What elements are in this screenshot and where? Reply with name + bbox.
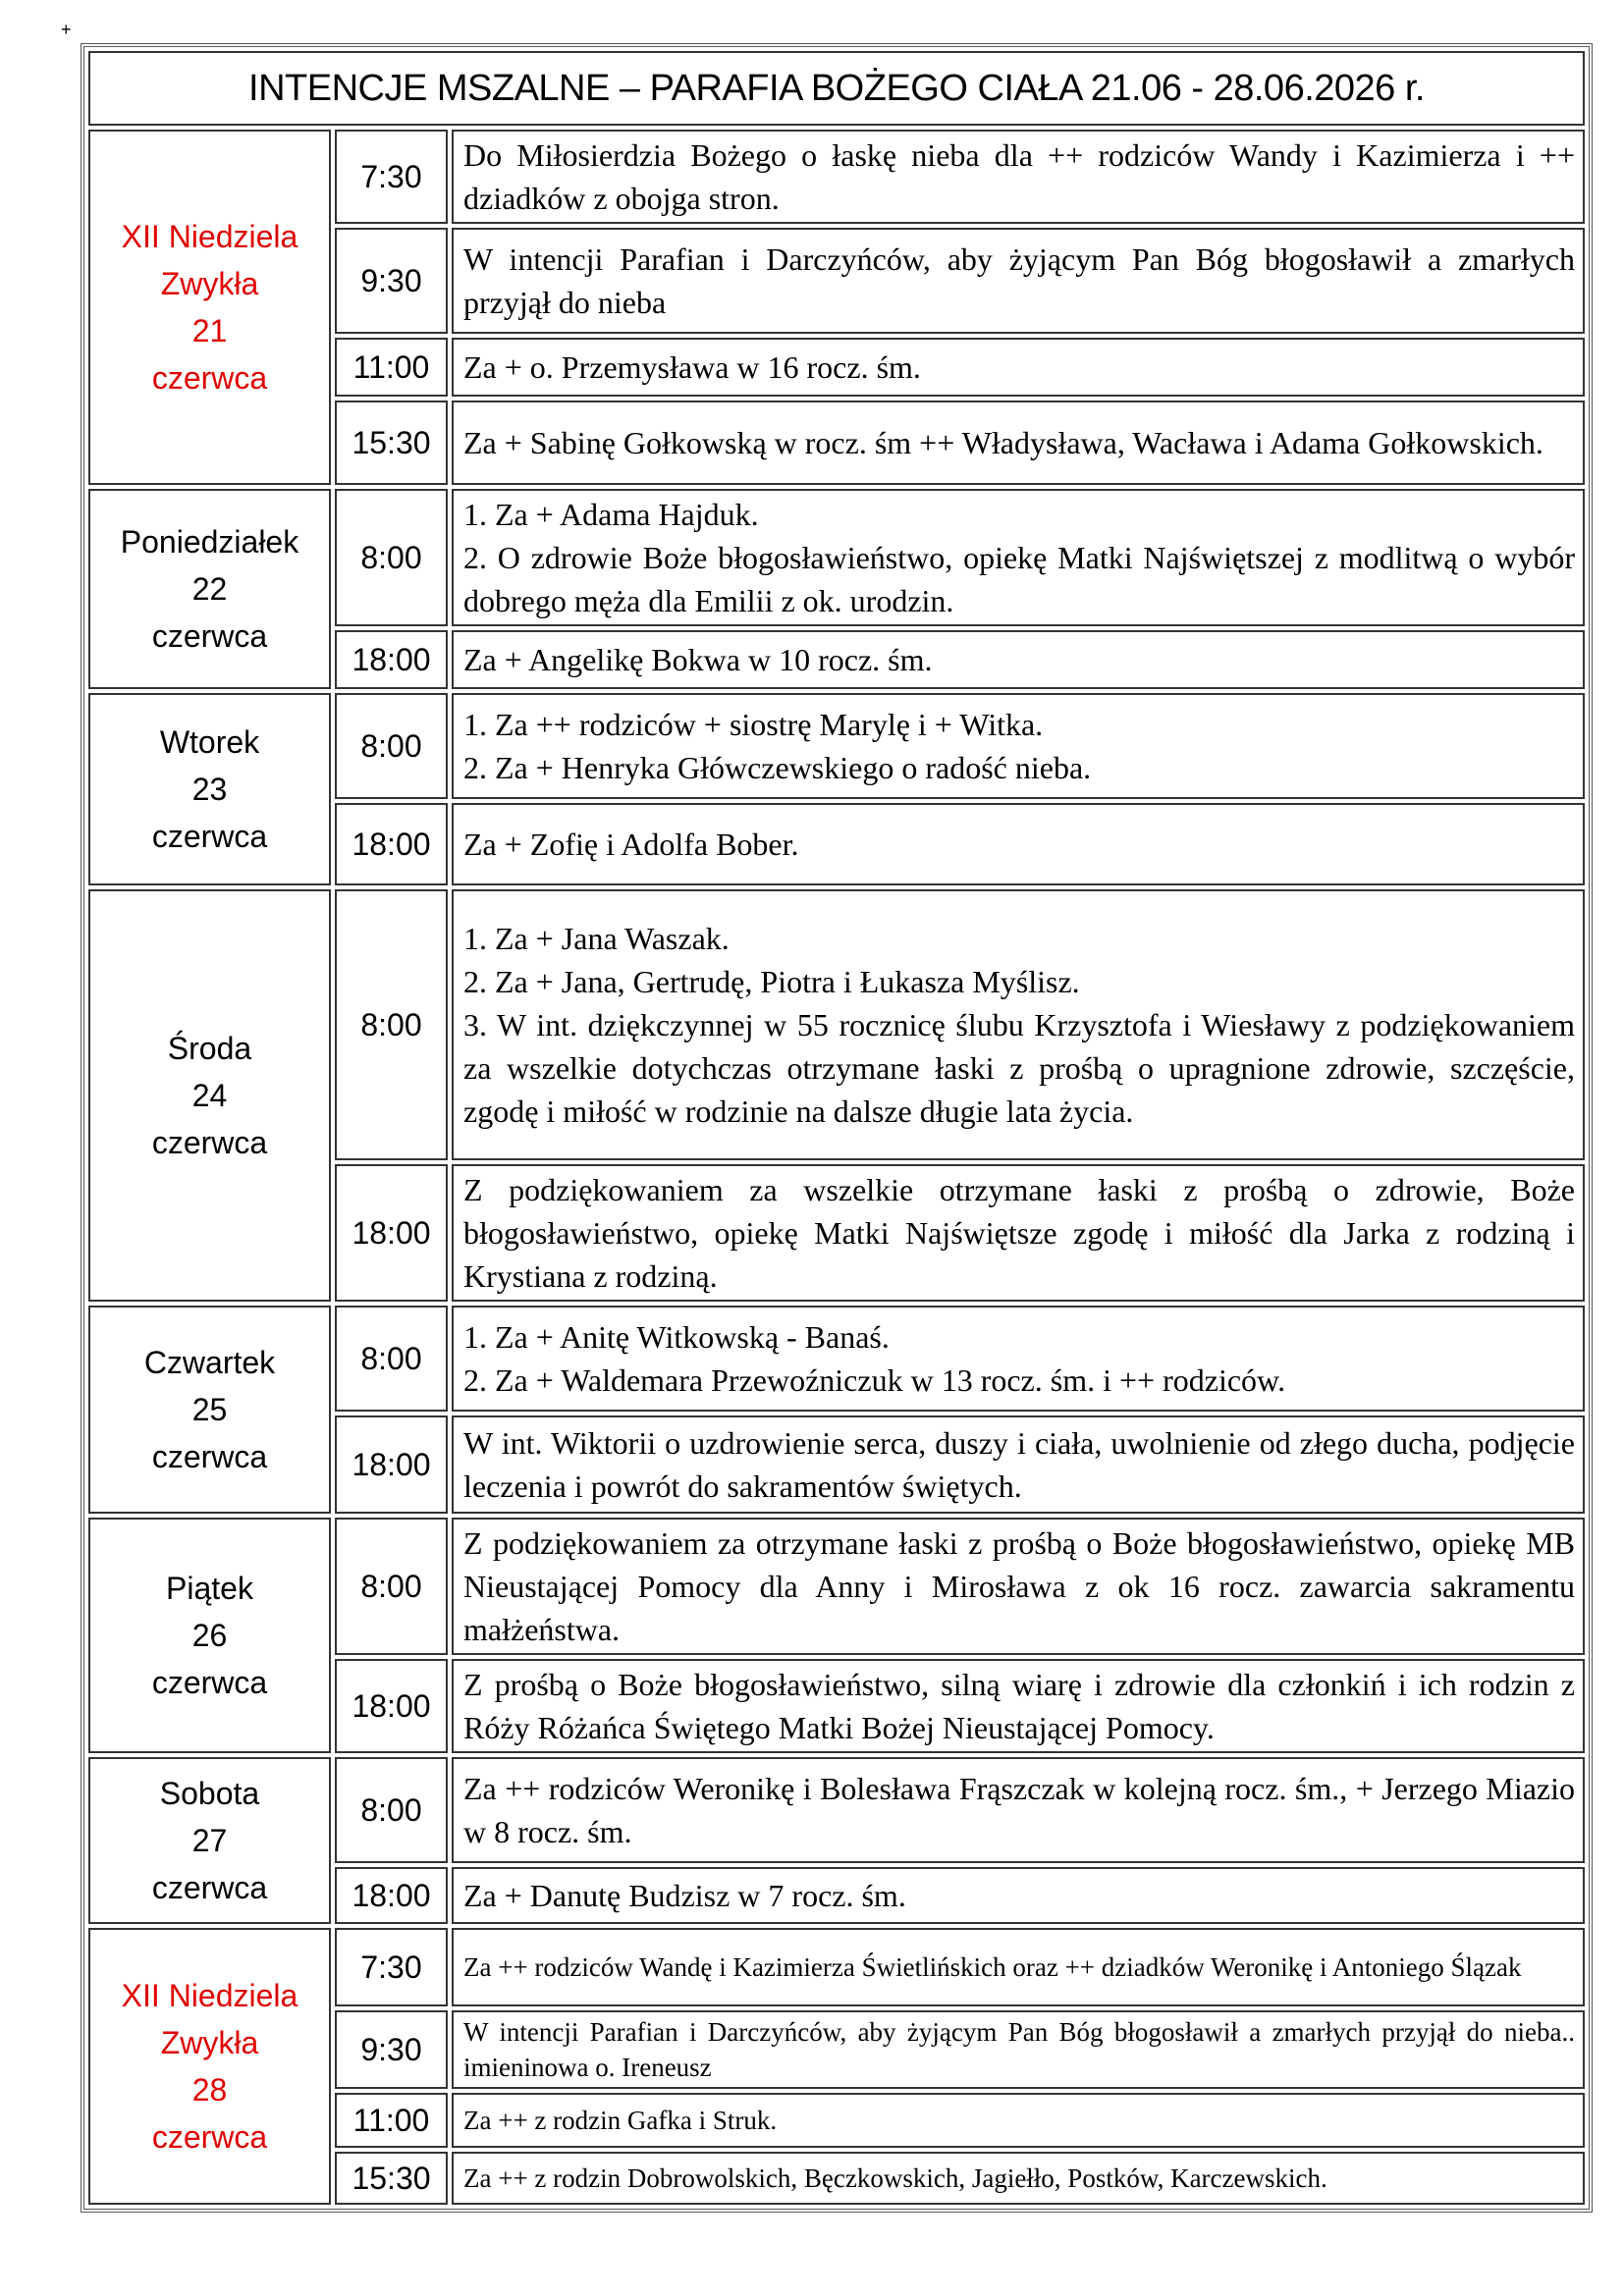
mass-time: 18:00 bbox=[335, 1415, 448, 1514]
day-date: 28 bbox=[191, 2072, 228, 2108]
mass-intention bbox=[452, 1659, 1585, 1753]
intention-line: Za ++ rodziców Wandę i Kazimierza Świetlińskich oraz ++ dziadków Weronikę i Antoniego Ślązak bbox=[463, 1952, 1522, 1982]
intention-line: Za + Angelikę Bokwa w 10 rocz. śm. bbox=[463, 642, 933, 677]
intention-line: 1. Za ++ rodziców + siostrę Marylę i + Witka. bbox=[463, 707, 1044, 742]
mass-intention bbox=[452, 1757, 1585, 1863]
day-name: Piątek bbox=[166, 1571, 253, 1606]
mass-intention bbox=[452, 1867, 1585, 1924]
day-name: Czwartek bbox=[143, 1345, 276, 1380]
day-name: Środa bbox=[167, 1031, 252, 1066]
mass-time: 18:00 bbox=[335, 1164, 448, 1302]
intentions-sheet bbox=[81, 43, 1593, 2213]
mass-time: 8:00 bbox=[335, 889, 448, 1160]
day-date: 27 bbox=[191, 1823, 228, 1858]
mass-time: 8:00 bbox=[335, 1306, 448, 1412]
mass-time: 18:00 bbox=[335, 630, 448, 689]
day-name: XII Niedziela bbox=[121, 219, 298, 254]
day-name: Wtorek bbox=[159, 724, 260, 760]
intention-line: Za ++ z rodzin Gafka i Struk. bbox=[463, 2106, 778, 2135]
day-name-line2: Zwykła bbox=[160, 266, 259, 301]
day-cell bbox=[88, 1518, 331, 1753]
mass-time: 7:30 bbox=[335, 130, 448, 224]
mass-time: 7:30 bbox=[335, 1928, 448, 2006]
mass-row bbox=[88, 889, 1585, 1160]
mass-intention bbox=[452, 1306, 1585, 1412]
mass-row bbox=[88, 1757, 1585, 1863]
mass-row bbox=[88, 489, 1585, 626]
day-name: Sobota bbox=[159, 1776, 260, 1811]
intention-line: Do Miłosierdzia Bożego o łaskę nieba dla ++ rodziców Wandy i Kazimierza i ++ dziadków z obojga stron. bbox=[463, 137, 1575, 216]
day-date: 24 bbox=[191, 1078, 228, 1113]
day-date: 25 bbox=[191, 1392, 228, 1427]
mass-intention bbox=[452, 2010, 1585, 2089]
mass-time: 9:30 bbox=[335, 2010, 448, 2089]
mass-intention bbox=[452, 130, 1585, 224]
intention-line: Za ++ rodziców Weronikę i Bolesława Frąszczak w kolejną rocz. śm., + Jerzego Miazio w 8 rocz. śm. bbox=[463, 1771, 1575, 1849]
intentions-table bbox=[84, 47, 1589, 2209]
mass-intention bbox=[452, 693, 1585, 799]
day-cell bbox=[88, 693, 331, 885]
intention-line: Z podziękowaniem za otrzymane łaski z prośbą o Boże błogosławieństwo, opiekę MB Nieustającej Pomocy dla Anny i Mirosława z ok 16 rocz. zawarcia sakramentu małżeństwa. bbox=[463, 1525, 1575, 1647]
day-month: czerwca bbox=[151, 1665, 268, 1700]
intention-line: Za + Zofię i Adolfa Bober. bbox=[463, 827, 799, 862]
mass-row bbox=[88, 693, 1585, 799]
mass-time: 8:00 bbox=[335, 1757, 448, 1863]
mass-row bbox=[88, 1306, 1585, 1412]
intention-line: Za + Danutę Budzisz w 7 rocz. śm. bbox=[463, 1878, 906, 1913]
day-name-line2: Zwykła bbox=[160, 2025, 259, 2060]
day-date: 21 bbox=[191, 313, 228, 348]
day-month: czerwca bbox=[151, 1439, 268, 1474]
corner-mark: + bbox=[61, 20, 72, 39]
intention-line: 1. Za + Anitę Witkowską - Banaś. bbox=[463, 1319, 890, 1355]
mass-time: 15:30 bbox=[335, 400, 448, 485]
day-cell bbox=[88, 1928, 331, 2205]
mass-time: 18:00 bbox=[335, 1659, 448, 1753]
day-cell bbox=[88, 889, 331, 1302]
day-cell bbox=[88, 1757, 331, 1924]
intention-line: Za ++ z rodzin Dobrowolskich, Bęczkowskich, Jagiełło, Postków, Karczewskich. bbox=[463, 2163, 1327, 2193]
mass-intention bbox=[452, 630, 1585, 689]
mass-row bbox=[88, 130, 1585, 224]
intention-line: 2. O zdrowie Boże błogosławieństwo, opiekę Matki Najświętszej z modlitwą o wybór dobrego męża dla Emilii z ok. urodzin. bbox=[463, 540, 1575, 618]
mass-intention bbox=[452, 1518, 1585, 1655]
intention-line: 2. Za + Jana, Gertrudę, Piotra i Łukasza Myślisz. bbox=[463, 964, 1080, 999]
mass-intention bbox=[452, 1164, 1585, 1302]
day-month: czerwca bbox=[151, 1870, 268, 1905]
intention-line: 1. Za + Jana Waszak. bbox=[463, 921, 730, 956]
day-name: Poniedziałek bbox=[120, 524, 299, 560]
day-month: czerwca bbox=[151, 618, 268, 654]
day-name: XII Niedziela bbox=[121, 1978, 298, 2013]
day-month: czerwca bbox=[151, 1125, 268, 1160]
page-title: INTENCJE MSZALNE – PARAFIA BOŻEGO CIAŁA 21.06 - 28.06.2026 r. bbox=[88, 51, 1585, 126]
mass-intention bbox=[452, 1415, 1585, 1514]
day-date: 26 bbox=[191, 1618, 228, 1653]
mass-intention bbox=[452, 2093, 1585, 2148]
mass-intention bbox=[452, 228, 1585, 334]
intention-line: W int. Wiktorii o uzdrowienie serca, duszy i ciała, uwolnienie od złego ducha, podjęcie leczenia i powrót do sakramentów świętych. bbox=[463, 1425, 1575, 1504]
mass-time: 8:00 bbox=[335, 489, 448, 626]
mass-intention bbox=[452, 400, 1585, 485]
mass-time: 11:00 bbox=[335, 2093, 448, 2148]
day-month: czerwca bbox=[151, 2119, 268, 2155]
day-cell bbox=[88, 489, 331, 689]
intention-line: Za + o. Przemysława w 16 rocz. śm. bbox=[463, 349, 921, 385]
intention-line: W intencji Parafian i Darczyńców, aby żyjącym Pan Bóg błogosławił a zmarłych przyjął do nieba.. imieninowa o. Ireneusz bbox=[463, 2017, 1575, 2082]
intention-line: 2. Za + Waldemara Przewoźniczuk w 13 rocz. śm. i ++ rodziców. bbox=[463, 1362, 1286, 1398]
day-date: 23 bbox=[191, 772, 228, 807]
intention-line: W intencji Parafian i Darczyńców, aby żyjącym Pan Bóg błogosławił a zmarłych przyjął do nieba bbox=[463, 241, 1575, 320]
mass-row bbox=[88, 1928, 1585, 2006]
intention-line: Z prośbą o Boże błogosławieństwo, silną wiarę i zdrowie dla członkiń i ich rodzin z Róży Różańca Świętego Matki Bożej Nieustającej Pomocy. bbox=[463, 1667, 1575, 1745]
intention-line: 3. W int. dziękczynnej w 55 rocznicę ślubu Krzysztofa i Wiesławy z podziękowaniem za wszelkie dotychczas otrzymane łaski z prośbą o upragnione zdrowie, szczęście, zgodę i miłość w rodzinie na dalsze długie lata życia. bbox=[463, 1007, 1575, 1129]
intention-line: Za + Sabinę Gołkowską w rocz. śm ++ Władysława, Wacława i Adama Gołkowskich. bbox=[463, 425, 1543, 460]
intention-line: 1. Za + Adama Hajduk. bbox=[463, 497, 759, 532]
day-date: 22 bbox=[191, 571, 228, 607]
day-month: czerwca bbox=[151, 360, 268, 396]
mass-intention bbox=[452, 2152, 1585, 2205]
mass-intention bbox=[452, 889, 1585, 1160]
mass-time: 18:00 bbox=[335, 803, 448, 885]
day-cell bbox=[88, 130, 331, 485]
intention-line: 2. Za + Henryka Główczewskiego o radość nieba. bbox=[463, 750, 1092, 785]
mass-intention bbox=[452, 803, 1585, 885]
mass-time: 8:00 bbox=[335, 1518, 448, 1655]
day-cell bbox=[88, 1306, 331, 1514]
mass-time: 11:00 bbox=[335, 338, 448, 397]
mass-intention bbox=[452, 338, 1585, 397]
mass-intention bbox=[452, 1928, 1585, 2006]
mass-intention bbox=[452, 489, 1585, 626]
mass-time: 8:00 bbox=[335, 693, 448, 799]
mass-row bbox=[88, 1518, 1585, 1655]
mass-time: 15:30 bbox=[335, 2152, 448, 2205]
mass-time: 18:00 bbox=[335, 1867, 448, 1924]
intention-line: Z podziękowaniem za wszelkie otrzymane łaski z prośbą o zdrowie, Boże błogosławieństwo, opiekę Matki Najświętsze zgodę i miłość dla Jarka z rodziną i Krystiana z rodziną. bbox=[463, 1172, 1575, 1294]
mass-time: 9:30 bbox=[335, 228, 448, 334]
day-month: czerwca bbox=[151, 819, 268, 854]
